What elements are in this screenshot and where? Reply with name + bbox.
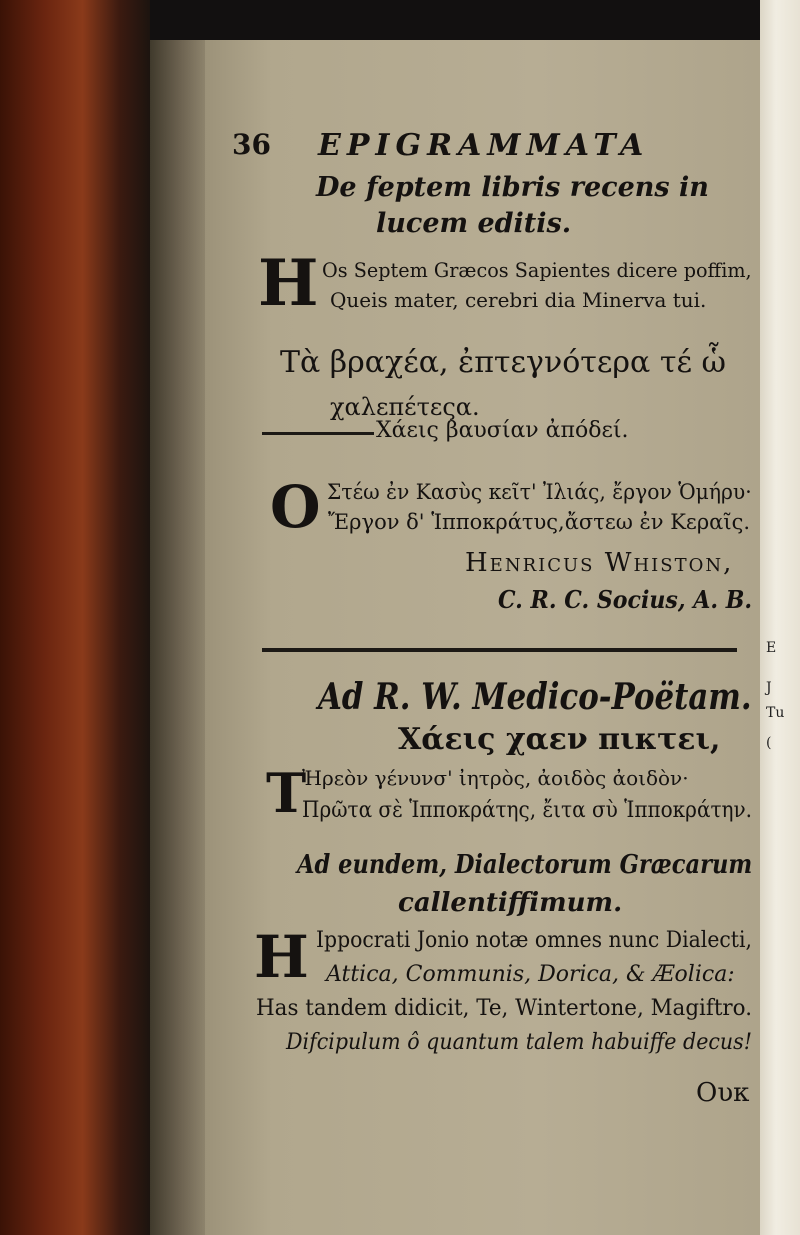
epigram1-dropcap: H [258, 246, 319, 321]
running-head: EPIGRAMMATA [318, 128, 650, 163]
greek1-line2: χαλεπέτεςα. [330, 393, 480, 421]
page-gutter [150, 40, 210, 1235]
epigram1-heading-line1: De feptem libris recens in [316, 172, 709, 203]
catchword: Ουκ [696, 1078, 750, 1108]
epigram3-heading-line1: Ad eundem, Dialectorum Græcarum [297, 850, 753, 880]
epigram2-dropcap: T [266, 761, 307, 825]
book-spine [0, 0, 150, 1235]
epigram3-line4: Difcipulum ô quantum talem habuiffe decus! [286, 1030, 753, 1055]
facing-fragment: E [766, 640, 777, 656]
top-shadow [150, 0, 760, 45]
section-divider [262, 648, 737, 652]
greek2-line1: Στέω ἐν Κασὺς κεῖτ' Ἰλιάς, ἔργον Ὁμήρυ· [327, 480, 752, 504]
epigram3-line1: Ippocrati Jonio notæ omnes nunc Dialecti, [316, 928, 752, 953]
epigram2-greek-heading: Χάεις χαεν πικτει, [398, 722, 721, 757]
facing-fragment: ( [766, 735, 772, 751]
facing-fragment: Tu [766, 705, 785, 721]
greek2-line2: Ἔργον δ' Ἱπποκράτυς,ἄστεω ἐν Κεραῖς. [328, 510, 751, 534]
signature-name: Henricus Whiston, [465, 548, 734, 578]
epigram1-heading-line2: lucem editis. [376, 208, 572, 239]
epigram1-line2: Queis mater, cerebri dia Minerva tui. [330, 288, 707, 312]
epigram2-line2: Πρῶτα σὲ Ἱπποκράτης, ἔιτα σὺ Ἱπποκράτην. [302, 798, 753, 823]
heading-rule [262, 432, 374, 435]
epigram3-dropcap: H [254, 923, 309, 991]
epigram3-line2: Attica, Communis, Dorica, & Æolica: [326, 962, 735, 987]
facing-page-edge [760, 0, 800, 1235]
signature-affiliation: C. R. C. Socius, A. B. [498, 585, 753, 614]
greek2-dropcap: O [270, 473, 321, 541]
greek2-heading: Χάεις βαυσίαν ἀπόδεί. [376, 418, 629, 443]
page-number: 36 [232, 128, 271, 161]
epigram1-line1: Os Septem Græcos Sapientes dicere poffim, [322, 258, 752, 282]
greek1-line1: Τὰ βραχέα, ἐπτεγνότερα τέ ὧ [280, 345, 726, 380]
facing-fragment: J [766, 680, 772, 696]
epigram2-line1: Ἠρεὸν γένυνσ' ἰητρὸς, ἀοιδὸς ἀοιδὸν· [302, 766, 689, 790]
epigram3-heading-line2: callentiffimum. [398, 888, 623, 918]
epigram2-heading: Ad R. W. Medico-Poëtam. [318, 676, 752, 718]
epigram3-line3: Has tandem didicit, Te, Wintertone, Magiftro. [256, 996, 753, 1021]
